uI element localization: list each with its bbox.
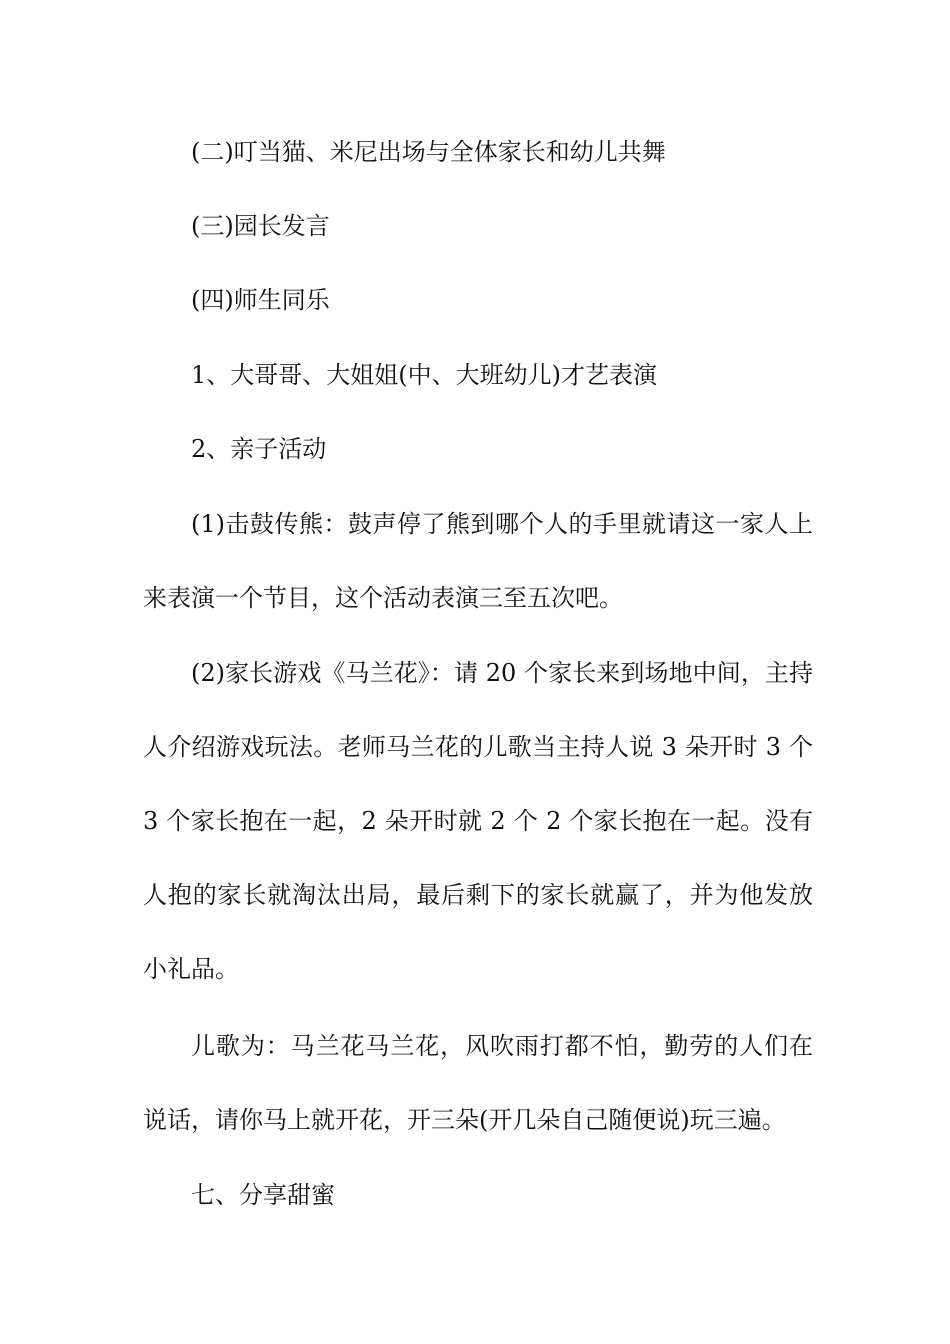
section-heading-share-sweetness: 七、分享甜蜜 [191,1181,335,1209]
paragraph-drum-game: (1)击鼓传熊：鼓声停了熊到哪个人的手里就请这一家人上来表演一个节目，这个活动表演三至五次吧。 [143,510,813,612]
paragraph-item-4: (四)师生同乐 [191,286,330,314]
paragraph-parent-child-activity: 2、亲子活动 [191,435,327,463]
paragraph-performance: 1、大哥哥、大姐姐(中、大班幼儿)才艺表演 [191,361,657,389]
paragraph-item-3: (三)园长发言 [191,212,330,240]
paragraph-item-2: (二)叮当猫、米尼出场与全体家长和幼儿共舞 [191,138,666,166]
paragraph-malan-flower-game: (2)家长游戏《马兰花》：请 20 个家长来到场地中间，主持人介绍游戏玩法。老师马兰花的儿歌当主持人说 3 朵开时 3 个 3 个家长抱在一起，2 朵开时就 2 个 2 个家长抱在一起。没有人抱的家长就淘汰出局，最后剩下的家长就赢了，并为他发放小礼品。 [143,659,813,983]
paragraph-nursery-rhyme: 儿歌为：马兰花马兰花，风吹雨打都不怕，勤劳的人们在说话，请你马上就开花，开三朵(开几朵自己随便说)玩三遍。 [143,1032,813,1134]
